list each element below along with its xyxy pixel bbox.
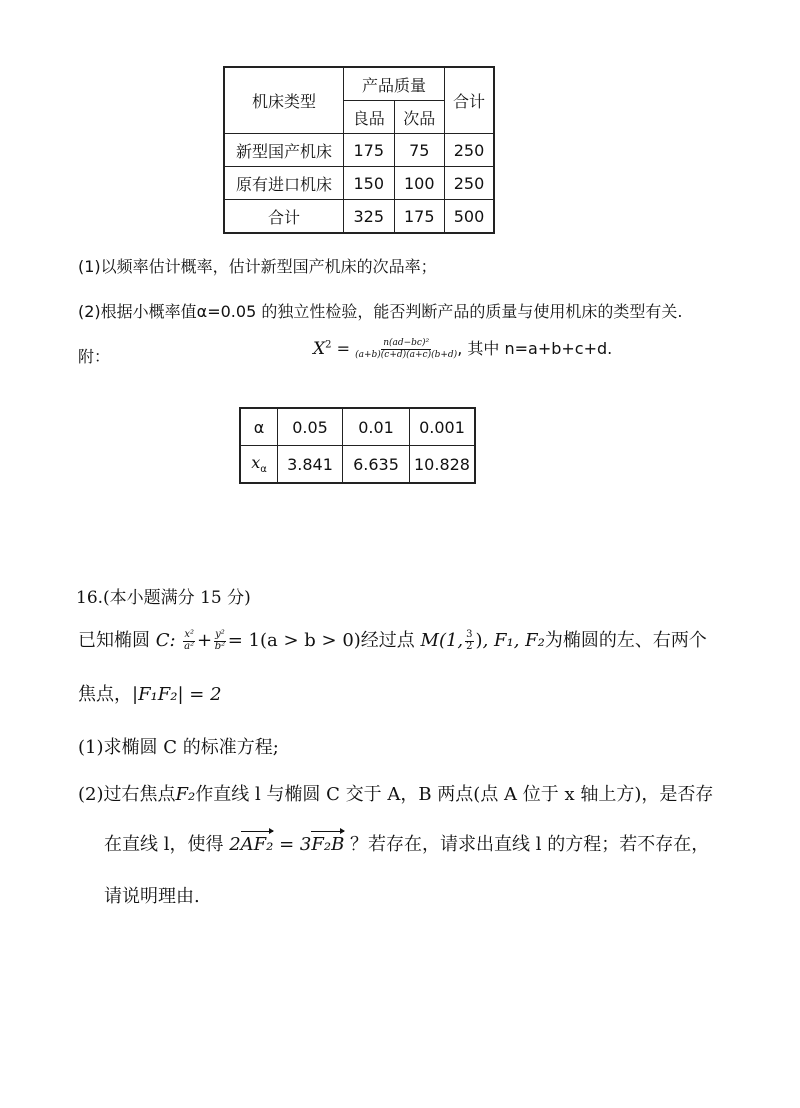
x-alpha-header: [240, 446, 278, 484]
table-row: [224, 200, 494, 234]
critical-cell: 6.635: [343, 446, 410, 484]
appendix-label: 附：: [78, 347, 111, 366]
header-good: 良品: [344, 101, 395, 134]
critical-cell: 3.841: [278, 446, 343, 484]
formula-tail: , 其中 n=a+b+c+d.: [457, 339, 613, 358]
table-row: [224, 134, 494, 167]
cell-total: 250: [445, 134, 495, 167]
x-alpha-sub: α: [260, 464, 267, 476]
intro-prefix: 已知椭圆: [78, 630, 150, 651]
table-row: [240, 446, 475, 484]
formula-sup: 2: [325, 339, 332, 351]
part2-b-prefix: 在直线 l，使得: [104, 834, 224, 855]
machine-quality-table: [223, 66, 495, 234]
frac-y-num: y²: [215, 629, 225, 640]
critical-cell: 10.828: [410, 446, 476, 484]
cell-total: 500: [445, 200, 495, 234]
alpha-cell: 0.001: [410, 408, 476, 446]
row-label: 合计: [224, 200, 344, 234]
chi-square-formula: [313, 336, 612, 360]
table-row: [240, 408, 475, 446]
problem-16-heading: 16.(本小题满分 15 分): [76, 588, 251, 608]
formula-denominator: (a+b)(c+d)(a+c)(b+d): [355, 350, 458, 360]
ellipse-c: C:: [155, 630, 176, 651]
header-total: 合计: [445, 67, 495, 134]
header-product-quality: 产品质量: [344, 67, 445, 101]
alpha-cell: 0.05: [278, 408, 343, 446]
part2-b-suffix: ？若存在，请求出直线 l 的方程；若不存在，: [350, 834, 710, 855]
m-fraction: [465, 630, 473, 652]
header-machine-type: 机床类型: [224, 67, 344, 134]
question-1: (1)以频率估计概率，估计新型国产机床的次品率；: [78, 257, 437, 276]
part2-a-prefix: (2)过右焦点: [78, 784, 176, 805]
vector-f2b: F₂B: [311, 834, 345, 855]
critical-value-table: [239, 407, 476, 484]
m-num: 3: [466, 629, 473, 640]
cell-defect: 100: [394, 167, 445, 200]
cell-good: 325: [344, 200, 395, 234]
m-den: 2: [466, 641, 473, 652]
row-label: 新型国产机床: [224, 134, 344, 167]
problem-16-line-1: [78, 626, 707, 652]
cell-defect: 175: [394, 200, 445, 234]
frac-y: [214, 630, 226, 652]
cell-total: 250: [445, 167, 495, 200]
frac-x: [183, 630, 195, 652]
ellipse-condition: = 1(a > b > 0): [227, 630, 361, 651]
cell-defect: 75: [394, 134, 445, 167]
cell-good: 150: [344, 167, 395, 200]
header-defect: 次品: [394, 101, 445, 134]
table-row: [224, 167, 494, 200]
x-alpha-base: x: [251, 452, 261, 472]
part-2-line-b: [104, 830, 709, 856]
formula-lhs: X: [313, 339, 326, 359]
vec-coef: 2: [229, 834, 241, 855]
frac-y-den: b²: [214, 641, 226, 652]
foci: , F₁, F₂: [482, 630, 545, 651]
point-m: M(1,: [420, 630, 464, 651]
through-text: 经过点: [360, 630, 415, 651]
problem-16-line-2: [78, 680, 222, 706]
intro-suffix: 为椭圆的左、右两个: [544, 630, 707, 651]
formula-eq: =: [336, 339, 350, 358]
line2-prefix: 焦点，: [78, 684, 132, 705]
line2-math: |F₁F₂| = 2: [132, 684, 222, 705]
frac-x-den: a²: [184, 641, 195, 652]
alpha-cell: 0.01: [343, 408, 410, 446]
row-label: 原有进口机床: [224, 167, 344, 200]
formula-numerator: n(ad−bc)²: [383, 338, 430, 348]
part2-a-suffix: 作直线 l 与椭圆 C 交于 A，B 两点(点 A 位于 x 轴上方)，是否存: [195, 784, 714, 805]
part2-f2: F₂: [175, 784, 196, 805]
part-2-line-a: [78, 780, 713, 806]
plus: +: [196, 630, 213, 651]
alpha-header: α: [240, 408, 278, 446]
vector-eq: = 3: [273, 834, 312, 855]
question-2: (2)根据小概率值α=0.05 的独立性检验，能否判断产品的质量与使用机床的类型有关.: [78, 302, 683, 321]
cell-good: 175: [344, 134, 395, 167]
point-close: ): [475, 630, 483, 651]
formula-fraction: [355, 339, 457, 360]
vector-af2: AF₂: [240, 834, 274, 855]
part-1: (1)求椭圆 C 的标准方程;: [78, 737, 279, 758]
frac-x-num: x²: [184, 629, 194, 640]
part-2-line-c: 请说明理由.: [104, 886, 200, 907]
